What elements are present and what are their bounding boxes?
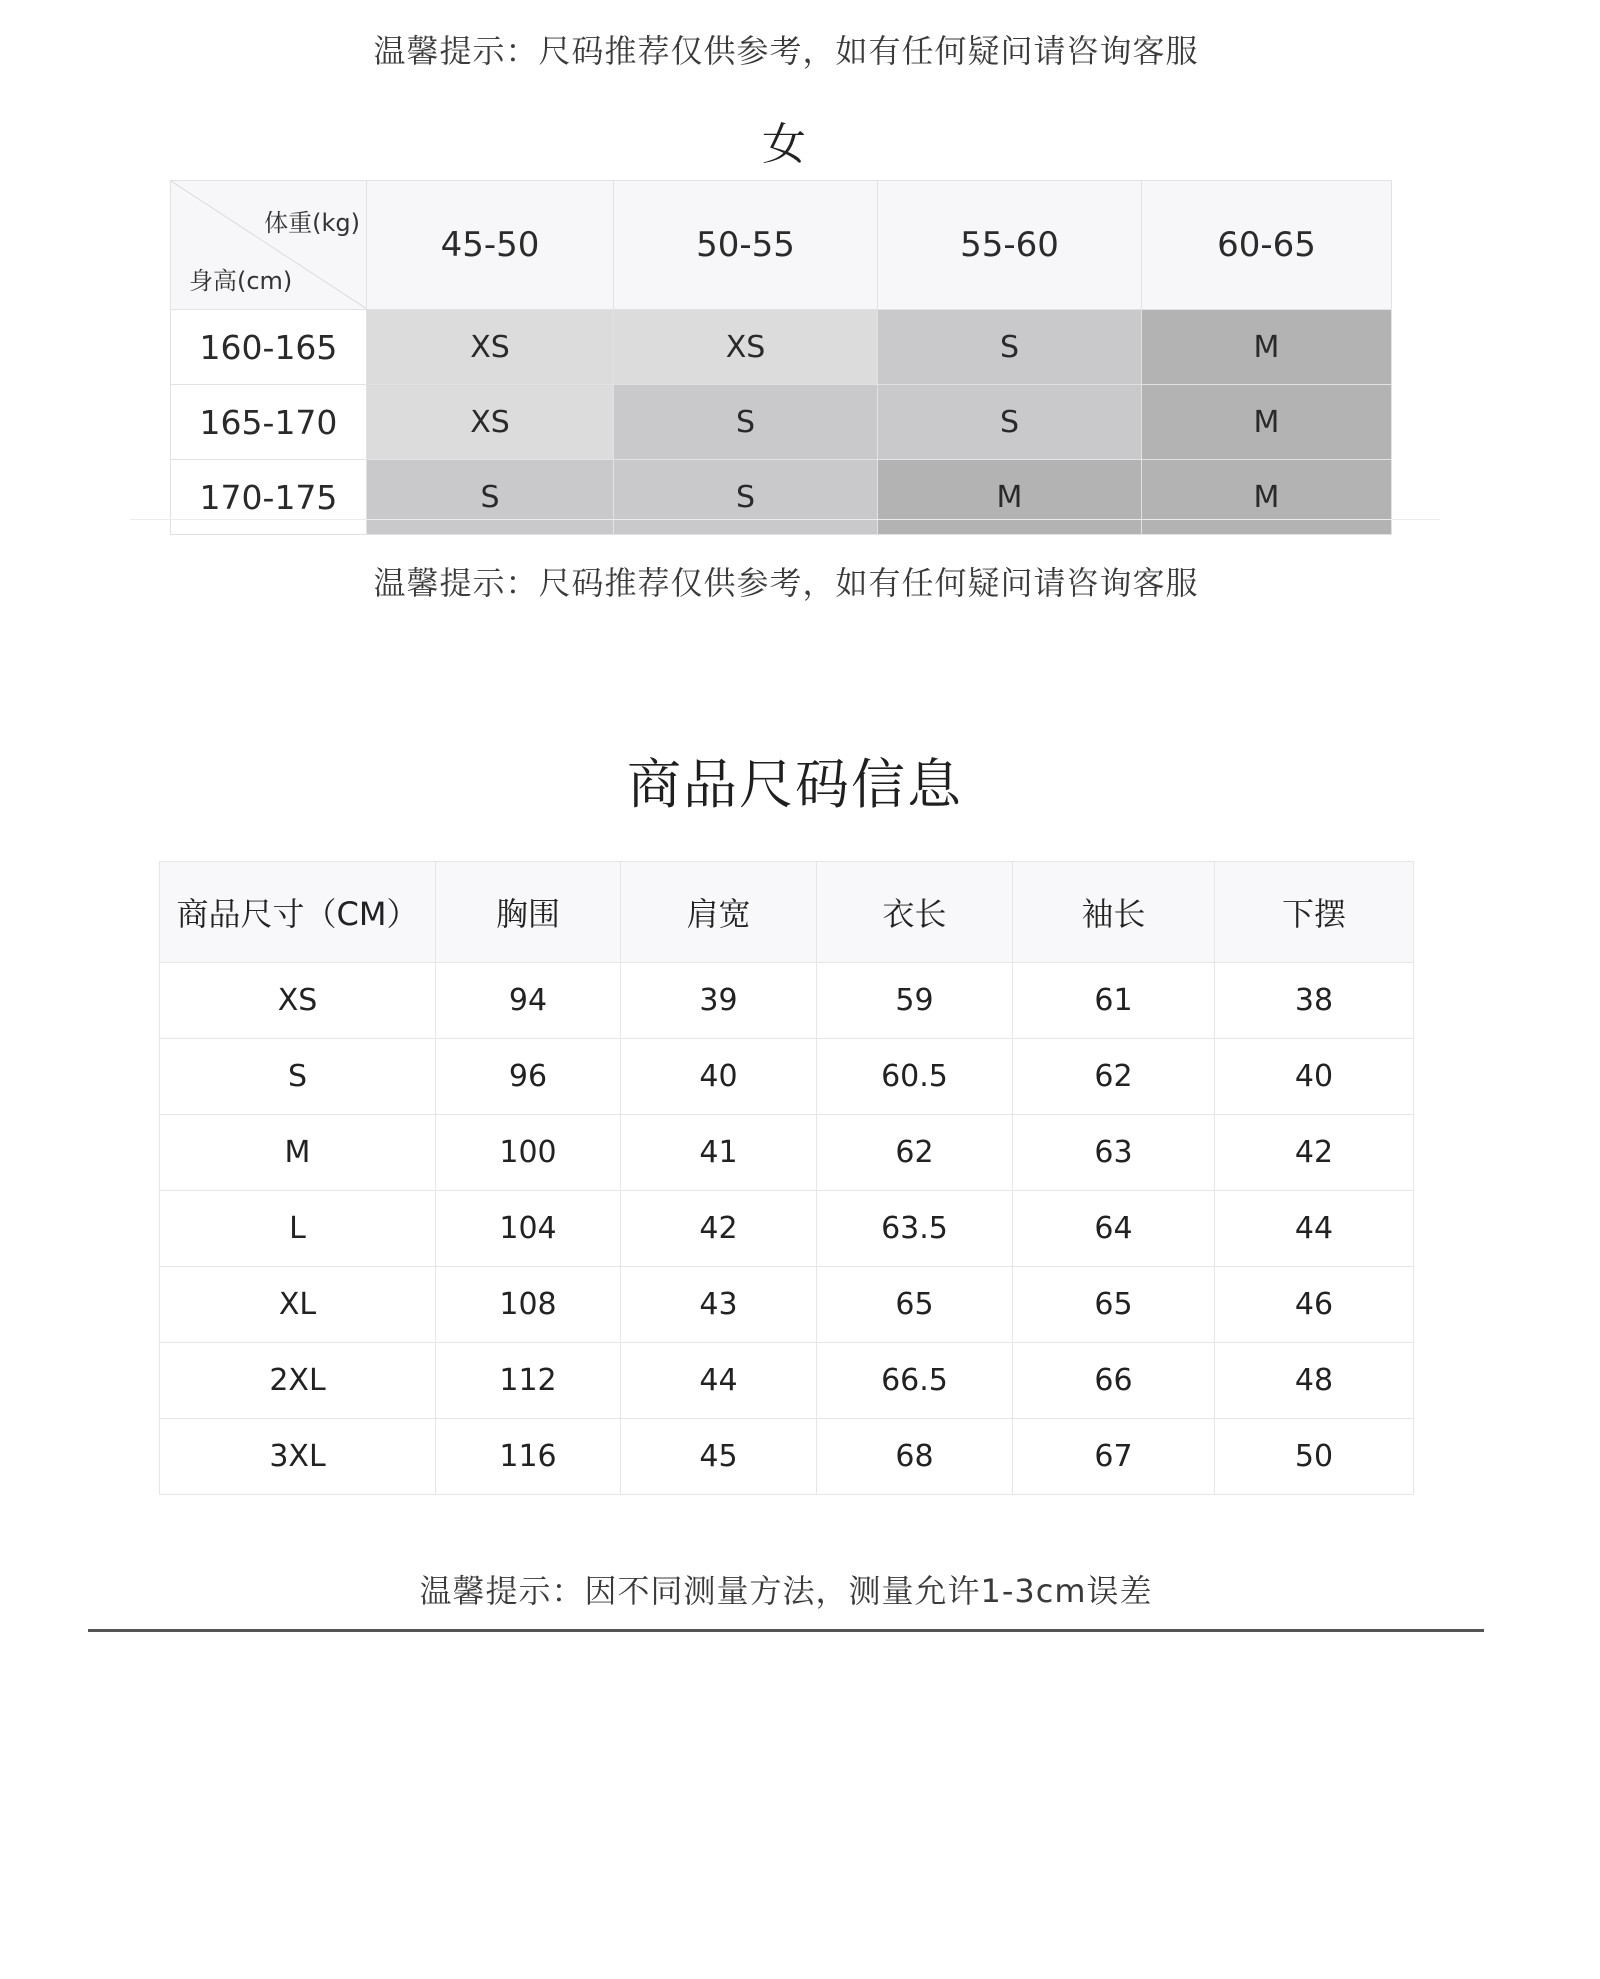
size-cell: M — [878, 460, 1142, 535]
bottom-note: 温馨提示：因不同测量方法，测量允许1-3cm误差 — [419, 1572, 1153, 1610]
spec-row — [160, 1343, 1414, 1419]
height-row — [171, 460, 1392, 535]
spec-header: 肩宽 — [621, 862, 817, 963]
spec-header-row — [160, 862, 1414, 963]
spec-cell: 44 — [621, 1343, 817, 1419]
bottom-divider — [88, 1629, 1484, 1632]
spec-cell: 42 — [1215, 1115, 1414, 1191]
spec-cell: 94 — [436, 963, 621, 1039]
spec-cell: 108 — [436, 1267, 621, 1343]
spec-cell: M — [160, 1115, 436, 1191]
spec-cell: 112 — [436, 1343, 621, 1419]
size-spec-table — [159, 861, 1413, 1489]
spec-cell: 65 — [817, 1267, 1013, 1343]
spec-cell: 104 — [436, 1191, 621, 1267]
spec-cell: 63 — [1013, 1115, 1215, 1191]
spec-title: 商品尺码信息 — [627, 753, 963, 816]
spec-header: 胸围 — [436, 862, 621, 963]
gender-title: 女 — [762, 119, 806, 170]
spec-row — [160, 1267, 1414, 1343]
spec-cell: 44 — [1215, 1191, 1414, 1267]
size-cell: M — [1142, 385, 1392, 460]
spec-cell: 60.5 — [817, 1039, 1013, 1115]
size-cell: S — [878, 385, 1142, 460]
spec-row — [160, 1115, 1414, 1191]
size-cell: S — [614, 385, 878, 460]
spec-cell: 66 — [1013, 1343, 1215, 1419]
height-label: 165-170 — [171, 385, 367, 460]
spec-cell: 63.5 — [817, 1191, 1013, 1267]
size-cell: M — [1142, 460, 1392, 535]
spec-row — [160, 963, 1414, 1039]
height-axis-label: 身高(cm) — [189, 267, 293, 295]
height-row — [171, 310, 1392, 385]
spec-cell: 67 — [1013, 1419, 1215, 1495]
size-cell: XS — [614, 310, 878, 385]
spec-cell: 96 — [436, 1039, 621, 1115]
top-note: 温馨提示：尺码推荐仅供参考，如有任何疑问请咨询客服 — [373, 32, 1199, 70]
height-row — [171, 385, 1392, 460]
divider — [130, 519, 1440, 520]
spec-cell: 61 — [1013, 963, 1215, 1039]
spec-cell: 42 — [621, 1191, 817, 1267]
weight-header: 55-60 — [878, 181, 1142, 310]
spec-cell: 66.5 — [817, 1343, 1013, 1419]
spec-row — [160, 1191, 1414, 1267]
spec-header: 下摆 — [1215, 862, 1414, 963]
spec-cell: 39 — [621, 963, 817, 1039]
size-cell: S — [878, 310, 1142, 385]
spec-cell: 38 — [1215, 963, 1414, 1039]
spec-cell: 59 — [817, 963, 1013, 1039]
spec-cell: 2XL — [160, 1343, 436, 1419]
weight-axis-label: 体重(kg) — [264, 209, 360, 237]
spec-row — [160, 1419, 1414, 1495]
spec-cell: 64 — [1013, 1191, 1215, 1267]
height-label: 170-175 — [171, 460, 367, 535]
spec-cell: 40 — [1215, 1039, 1414, 1115]
middle-note: 温馨提示：尺码推荐仅供参考，如有任何疑问请咨询客服 — [373, 564, 1199, 602]
weight-header-row — [171, 181, 1392, 310]
spec-cell: 41 — [621, 1115, 817, 1191]
size-cell: XS — [367, 310, 614, 385]
spec-cell: S — [160, 1039, 436, 1115]
weight-header: 60-65 — [1142, 181, 1392, 310]
spec-cell: 100 — [436, 1115, 621, 1191]
spec-cell: L — [160, 1191, 436, 1267]
height-label: 160-165 — [171, 310, 367, 385]
spec-cell: 3XL — [160, 1419, 436, 1495]
corner-cell — [171, 181, 367, 310]
spec-cell: 40 — [621, 1039, 817, 1115]
spec-cell: 62 — [1013, 1039, 1215, 1115]
spec-header: 衣长 — [817, 862, 1013, 963]
spec-cell: 116 — [436, 1419, 621, 1495]
spec-cell: 50 — [1215, 1419, 1414, 1495]
spec-header: 袖长 — [1013, 862, 1215, 963]
spec-header: 商品尺寸（CM） — [160, 862, 436, 963]
spec-cell: XL — [160, 1267, 436, 1343]
weight-header: 45-50 — [367, 181, 614, 310]
weight-header: 50-55 — [614, 181, 878, 310]
spec-cell: 43 — [621, 1267, 817, 1343]
spec-cell: 48 — [1215, 1343, 1414, 1419]
spec-cell: 65 — [1013, 1267, 1215, 1343]
size-cell: S — [614, 460, 878, 535]
spec-cell: 46 — [1215, 1267, 1414, 1343]
spec-row — [160, 1039, 1414, 1115]
spec-cell: 62 — [817, 1115, 1013, 1191]
size-cell: S — [367, 460, 614, 535]
spec-cell: 45 — [621, 1419, 817, 1495]
spec-cell: 68 — [817, 1419, 1013, 1495]
spec-cell: XS — [160, 963, 436, 1039]
size-recommendation-table — [170, 180, 1391, 532]
size-cell: XS — [367, 385, 614, 460]
size-cell: M — [1142, 310, 1392, 385]
